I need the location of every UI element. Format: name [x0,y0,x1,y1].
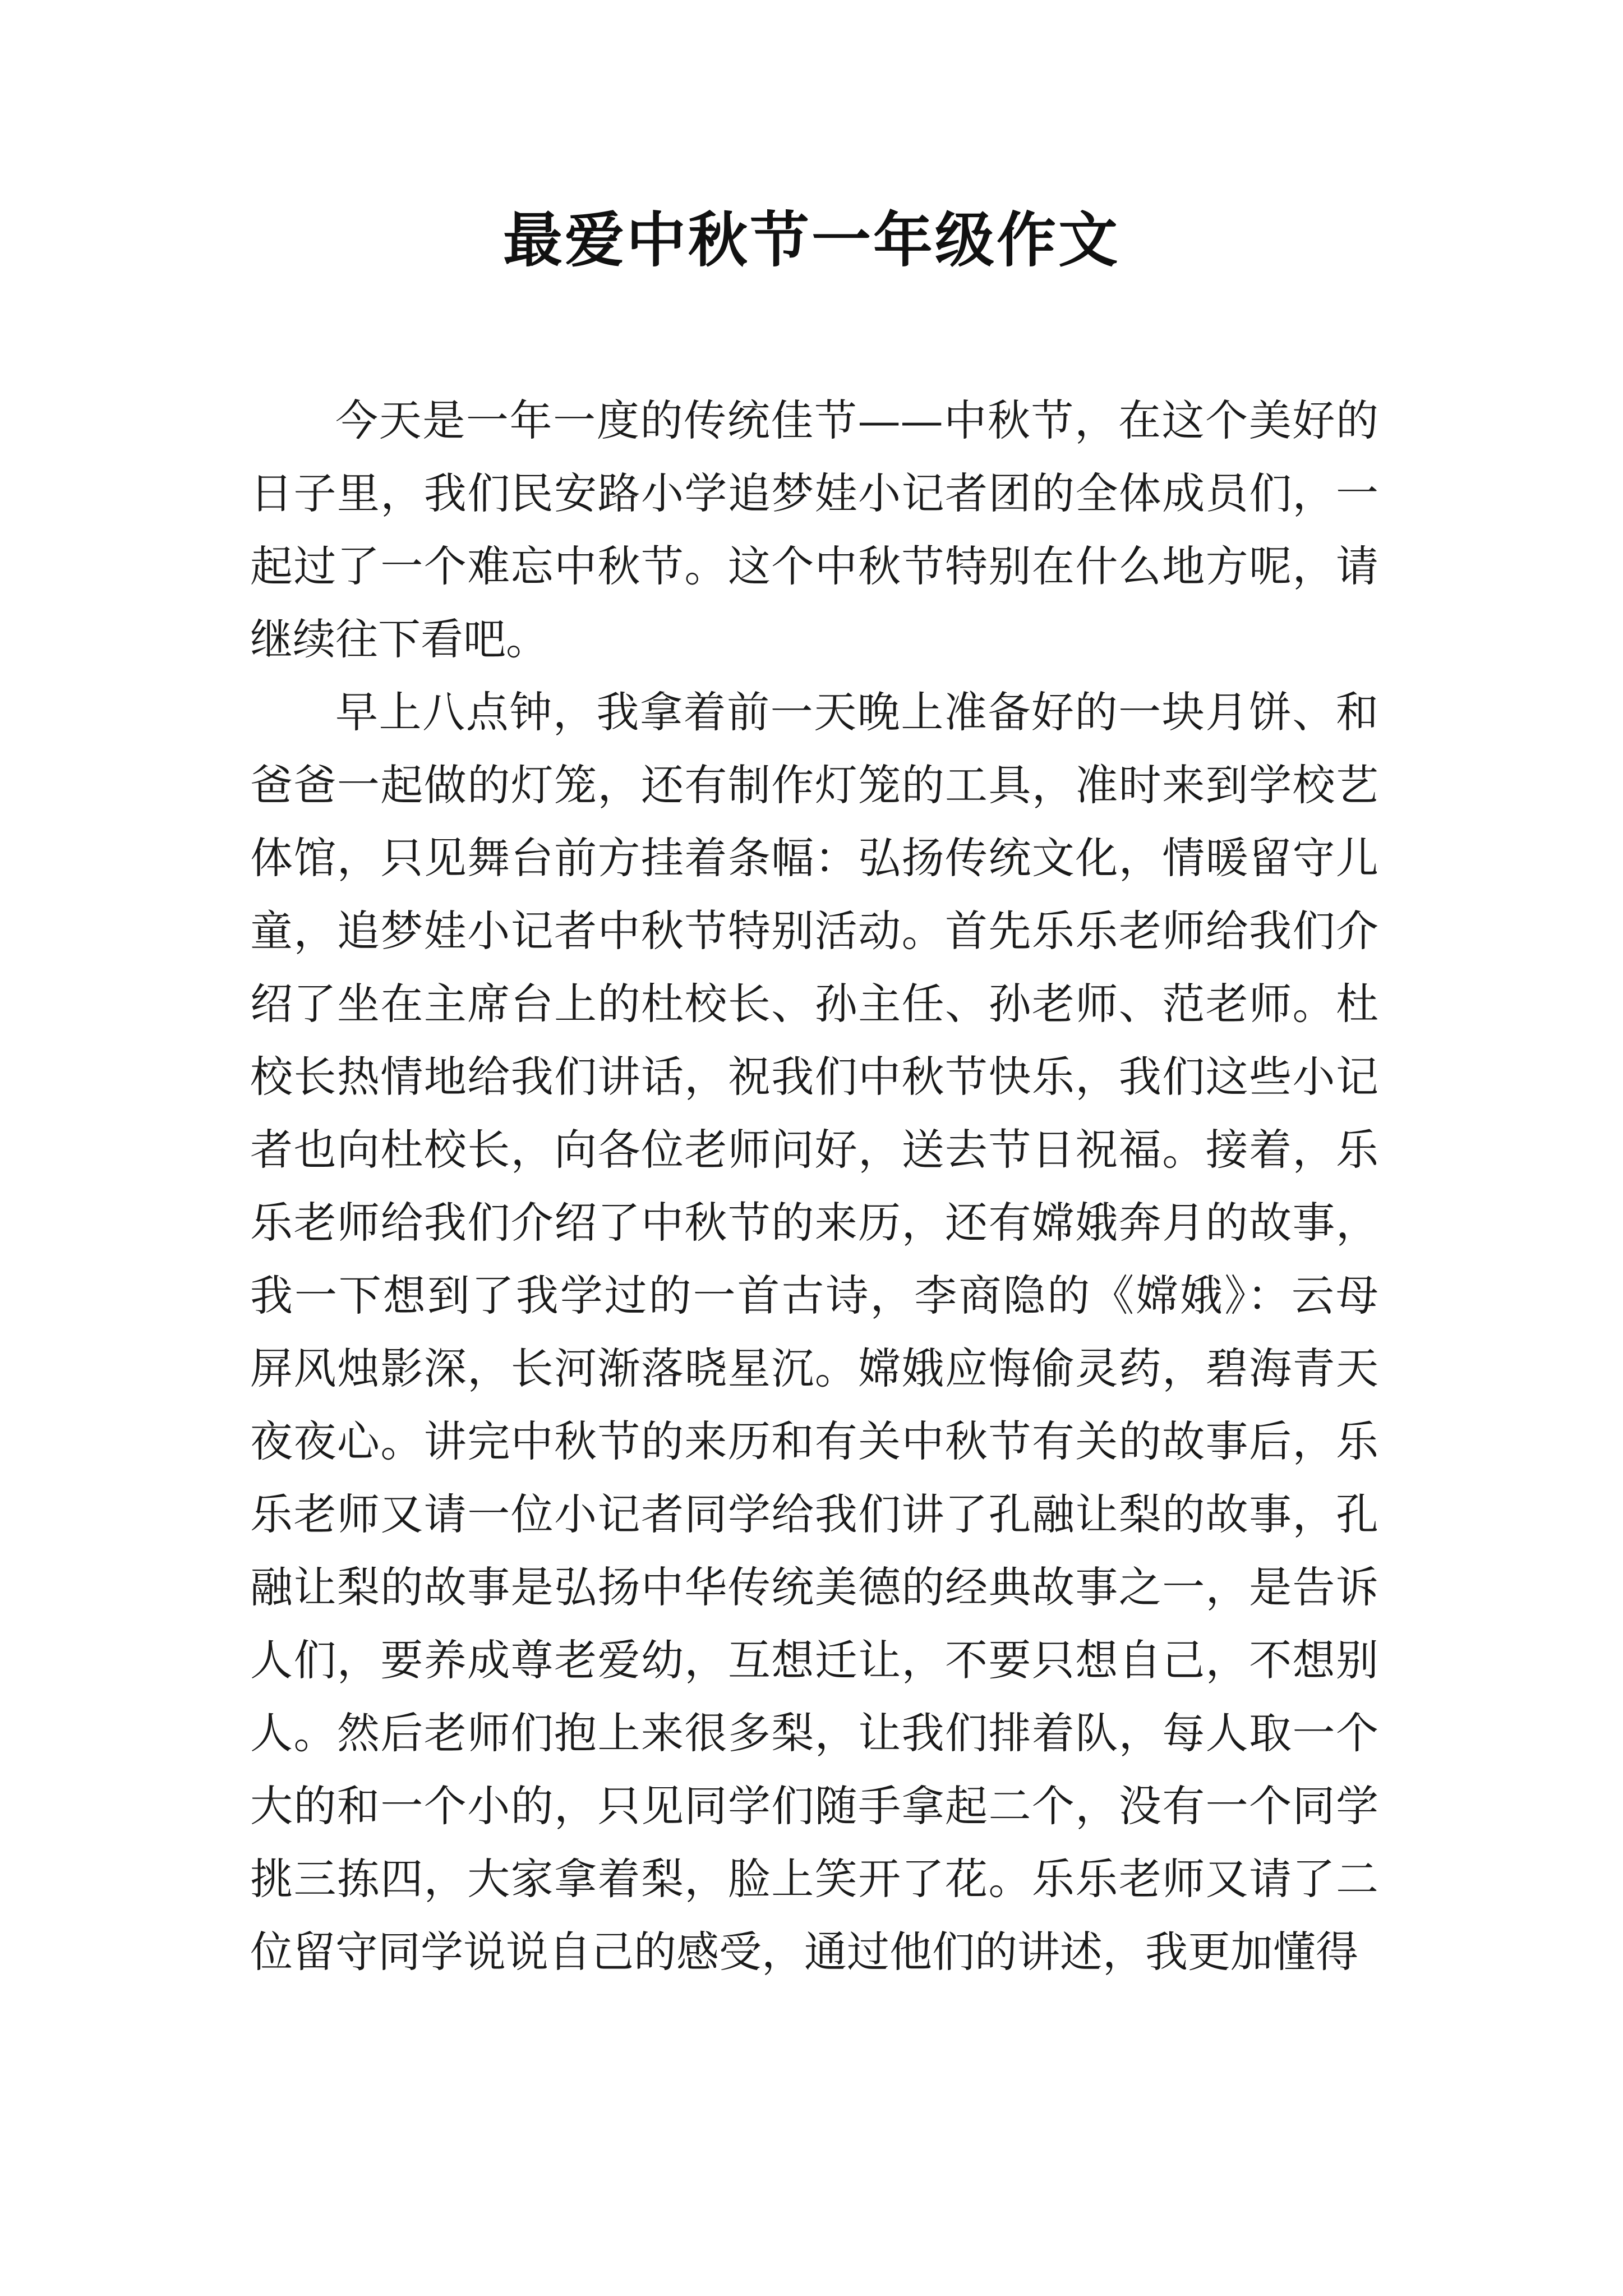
document-title: 最爱中秋节一年级作文 [503,205,1120,275]
paragraph-2: 早上八点钟，我拿着前一天晚上准备好的一块月饼、和爸爸一起做的灯笼，还有制作灯笼的工具，准时来到学校艺体馆，只见舞台前方挂着条幅：弘扬传统文化，情暖留守儿童，追梦娃小记者中秋节特别活动。首先乐乐老师给我们介绍了坐在主席台上的杜校长、孙主任、孙老师、范老师。杜校长热情地给我们讲话，祝我们中秋节快乐，我们这些小记者也向杜校长，向各位老师问好，送去节日祝福。接着，乐乐老师给我们介绍了中秋节的来历，还有嫦娥奔月的故事，我一下想到了我学过的一首古诗，李商隐的《嫦娥》：云母屏风烛影深，长河渐落晓星沉。嫦娥应悔偷灵药，碧海青天夜夜心。讲完中秋节的来历和有关中秋节有关的故事后，乐乐老师又请一位小记者同学给我们讲了孔融让梨的故事，孔融让梨的故事是弘扬中华传统美德的经典故事之一，是告诉人们，要养成尊老爱幼，互想迁让，不要只想自己，不想别人。然后老师们抱上来很多梨，让我们排着队，每人取一个大的和一个小的，只见同学们随手拿起二个，没有一个同学挑三拣四，大家拿着梨，脸上笑开了花。乐乐老师又请了二位留守同学说说自己的感受，通过他们的讲述，我更加懂得 [250,687,1378,1977]
paragraph-1: 今天是一年一度的传统佳节——中秋节，在这个美好的日子里，我们民安路小学追梦娃小记者团的全体成员们，一起过了一个难忘中秋节。这个中秋节特别在什么地方呢，请继续往下看吧。 [250,395,1378,664]
document-body [250,384,1378,1989]
